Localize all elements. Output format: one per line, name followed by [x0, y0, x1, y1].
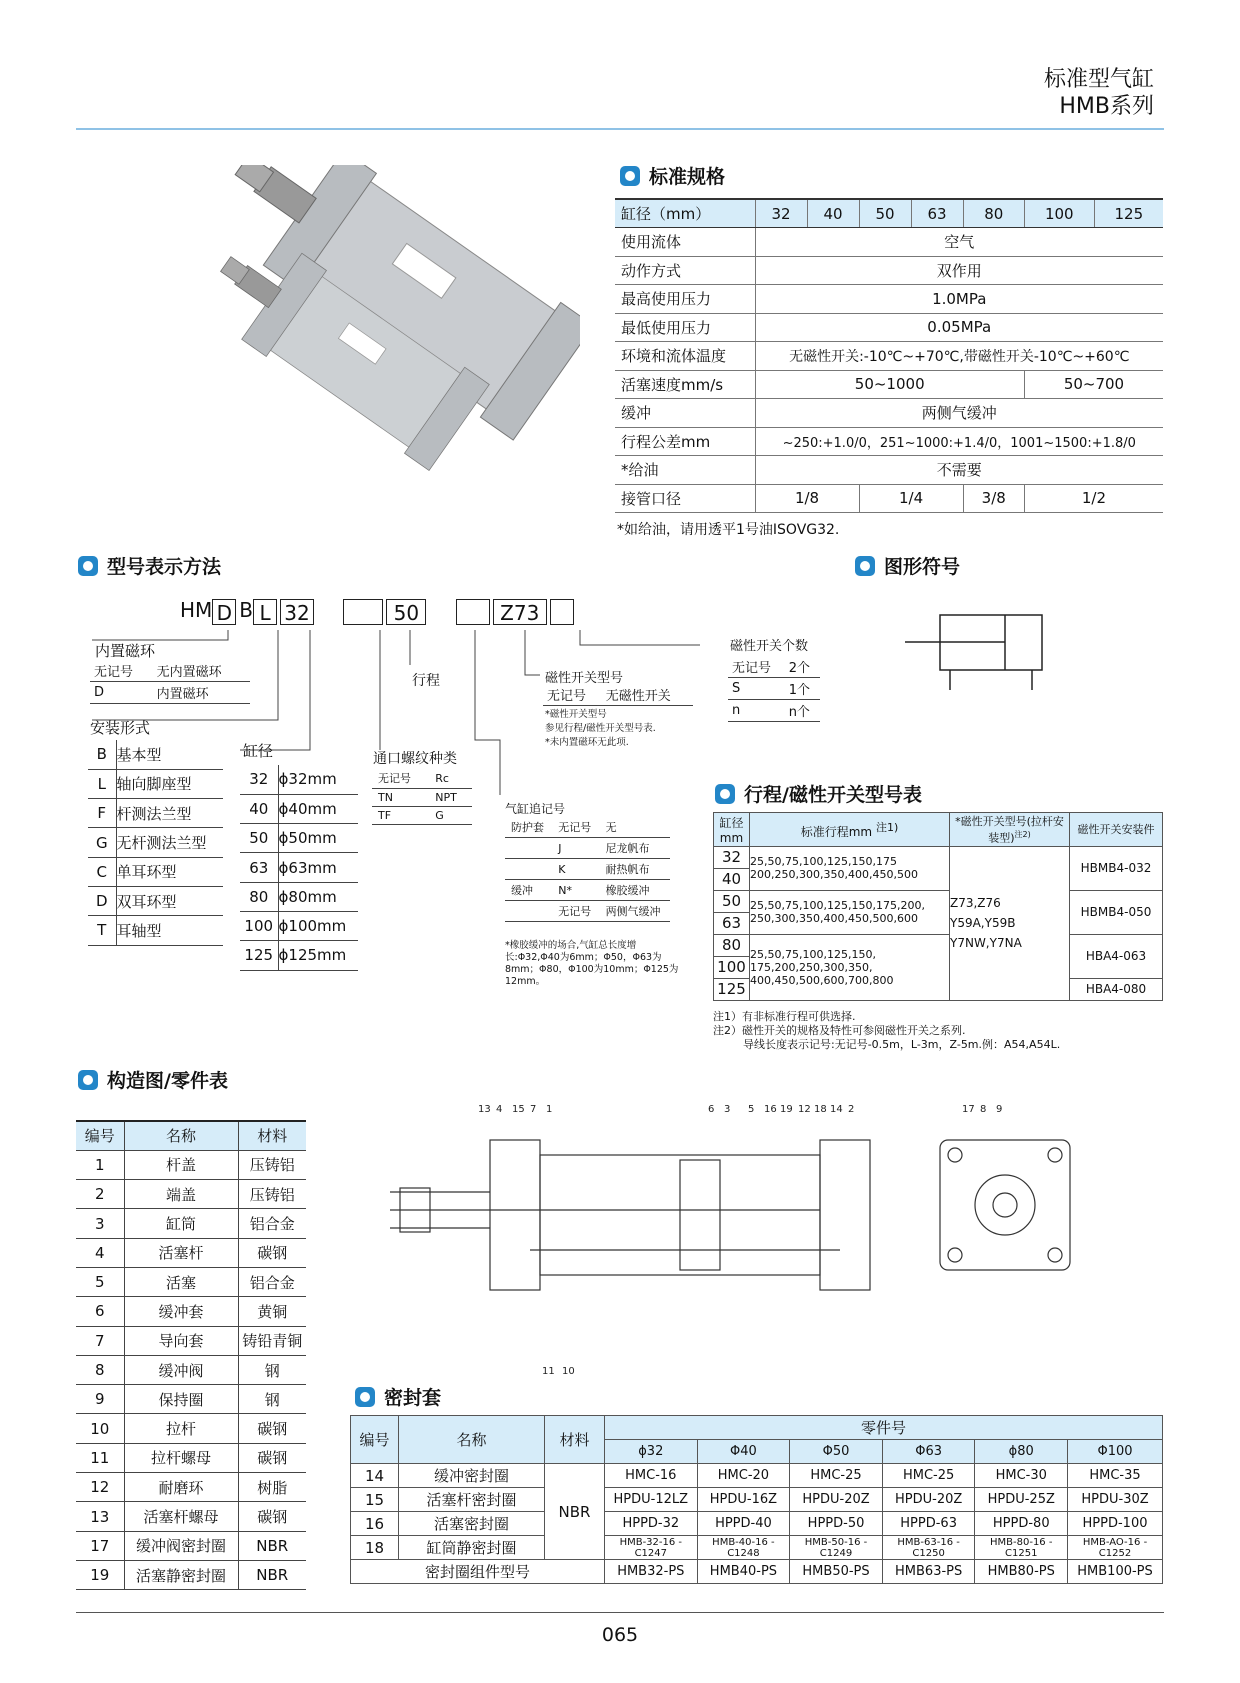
callout-c-8: 8 [980, 1104, 987, 1115]
model-code: HM D B L 32 50 Z73 [180, 598, 577, 625]
switch-notes: *磁性开关型号 参见行程/磁性开关型号表. *未内置磁环无此项. [545, 709, 656, 748]
table-row: 12 耐磨环 树脂 [76, 1473, 306, 1502]
callout-b-16: 16 [764, 1104, 777, 1115]
section-bullet-icon [355, 1387, 375, 1407]
section-bullet-icon [715, 784, 735, 804]
callout-a-13: 13 [478, 1104, 491, 1115]
header-title-line2: HMB系列 [1059, 94, 1154, 119]
table-row: 9 保持圈 钢 [76, 1385, 306, 1414]
switch-title: 磁性开关型号 [545, 671, 624, 686]
spec-section-title: 标准规格 [620, 162, 725, 189]
callout-d-11: 11 [542, 1366, 555, 1377]
parts-section-title: 构造图/零件表 [78, 1066, 228, 1093]
callout-c-9: 9 [996, 1104, 1003, 1115]
symbol-section-title: 图形符号 [855, 552, 960, 579]
table-row: 3 缸筒 铝合金 [76, 1209, 306, 1238]
table-row: 7 导向套 铸铅青铜 [76, 1326, 306, 1355]
callout-b-5: 5 [748, 1104, 755, 1115]
mag-table: 无记号 无内置磁环 D 内置磁环 [90, 660, 250, 704]
seal-table: 编号 名称 材料 零件号 ϕ32 Φ40 Φ50 Φ63 ϕ80 Φ100 14 缓冲密封圈 NBR HMC-16 HMC-20 HMC-25 HMC-25 HMC-30 HMC-35 15 活塞杆密封圈 HPDU-12LZ HPDU-16Z HPDU-20Z HPDU-20Z HPDU-25Z HPDU-30Z 16 活塞密封圈 HPPD-32 HPPD-40 HPPD-50 HPPD-63 HPPD-80 HPPD-100 18 缸筒静密封圈 HMB-32-16 -C1247 HMB-40-16 -C1248 HMB-50-16 -C1249 HMB-63-16 -C1250 HMB-80-16 -C1251 HMB-AO-16 -C1252 密封圈组件型号 HMB32-PS HMB40-PS HMB50-PS HMB63-PS HMB80-PS HMB100-PS [350, 1415, 1163, 1584]
switch-table: 无记号 无磁性开关 [543, 684, 693, 706]
callout-b-14: 14 [830, 1104, 843, 1115]
cross-section-drawing [370, 1100, 1170, 1380]
callout-a-4: 4 [496, 1104, 503, 1115]
section-bullet-icon [78, 1070, 98, 1090]
table-row: 1 杆盖 压铸铝 [76, 1150, 306, 1179]
thread-title: 通口螺纹种类 [373, 751, 457, 767]
cylinder-symbol [900, 610, 1050, 710]
cylinder-photo [140, 165, 580, 525]
table-row: 8 缓冲阀 钢 [76, 1355, 306, 1384]
mount-table: B 基本型 L 轴向脚座型 F 杆测法兰型 G 无杆测法兰型 C 单耳环型 D 双耳环型 T 耳轴型 [88, 740, 223, 946]
callout-b-3: 3 [724, 1104, 731, 1115]
addon-note: *橡胶缓冲的场合,气缸总长度增长:Φ32,Φ40为6mm；Φ50，Φ63为8mm；Φ80，Φ100为10mm；Φ125为12mm。 [505, 940, 679, 987]
footer-divider [76, 1612, 1164, 1613]
seal-section-title: 密封套 [355, 1383, 441, 1410]
table-row: 2 端盖 压铸铝 [76, 1180, 306, 1209]
table-row: 15 活塞杆密封圈 HPDU-12LZ HPDU-16Z HPDU-20Z HPDU-20Z HPDU-25Z HPDU-30Z [351, 1488, 1163, 1512]
callout-c-17: 17 [962, 1104, 975, 1115]
count-table: 无记号 2个 S 1个 n n个 [728, 656, 820, 722]
callout-a-15: 15 [512, 1104, 525, 1115]
table-row: 10 拉杆 碳钢 [76, 1414, 306, 1443]
table-row: 6 缓冲套 黄铜 [76, 1297, 306, 1326]
section-bullet-icon [78, 556, 98, 576]
page-number: 065 [601, 1624, 639, 1646]
count-title: 磁性开关个数 [730, 639, 809, 654]
table-row: 4 活塞杆 碳钢 [76, 1238, 306, 1267]
section-bullet-icon [620, 166, 640, 186]
section-bullet-icon [855, 556, 875, 576]
table-row: 17 缓冲阀密封圈 NBR [76, 1531, 306, 1560]
table-row: 16 活塞密封圈 HPPD-32 HPPD-40 HPPD-50 HPPD-63 HPPD-80 HPPD-100 [351, 1512, 1163, 1536]
table-row: 18 缸筒静密封圈 HMB-32-16 -C1247 HMB-40-16 -C1248 HMB-50-16 -C1249 HMB-63-16 -C1250 HMB-80-16 -C1251 HMB-AO-16 -C1252 [351, 1536, 1163, 1560]
thread-table: 无记号 Rc TN NPT TF G [372, 768, 472, 825]
table-row: 13 活塞杆螺母 碳钢 [76, 1502, 306, 1531]
mount-title: 安装形式 [90, 719, 151, 737]
callout-b-12: 12 [798, 1104, 811, 1115]
spec-table: 缸径（mm） 32 40 50 63 80 100 125 使用流体 空气 动作方式 双作用 最高使用压力 1.0MPa 最低使用压力 0.05MPa 环境和流体温度 无磁性开关:-10℃~+70℃,带磁性开关-10℃~+60℃ 活塞速度mm/s 50~1000 50~700 缓冲 两侧气缓冲 行程公差mm ~250:+1.0/0，251~1000:+1.4/0，1001~1500:+1.8/0 *给油 不需要 接管口径 1/8 1/4 3/8 1/2 [615, 198, 1163, 513]
table-row: 密封圈组件型号 HMB32-PS HMB40-PS HMB50-PS HMB63-PS HMB80-PS HMB100-PS [351, 1560, 1163, 1584]
header-title [1044, 66, 1154, 120]
callout-b-6: 6 [708, 1104, 715, 1115]
spec-note: *如给油，请用透平1号油ISOVG32. [617, 522, 840, 538]
stroke-label: 行程 [412, 673, 440, 689]
table-row: 5 活塞 铝合金 [76, 1267, 306, 1296]
callout-b-19: 19 [780, 1104, 793, 1115]
stroke-notes: 注1）有非标准行程可供选择. 注2）磁性开关的规格及特性可参阅磁性开关之系列. 导线长度表示记号:无记号-0.5m，L-3m，Z-5m.例：A54,A54L. [713, 1010, 1061, 1051]
stroke-section-title: 行程/磁性开关型号表 [715, 780, 922, 807]
header-divider [76, 128, 1164, 130]
callout-a-7: 7 [530, 1104, 537, 1115]
stroke-table: 缸径mm 标准行程mm $^{注1)}$ *磁性开关型号(拉杆安装型)$^{注2)}$ 磁性开关安装件 32 25,50,75,100,125,150,175 200,250,300,350,400,450,500 Z73,Z76 Y59A,Y59B Y7NW,Y7NA HBMB4-032 40 50 25,50,75,100,125,150,175,200, 250,300,350,400,450,500,600 HBMB4-050 63 80 25,50,75,100,125,150, 175,200,250,300,350, 400,450,500,600,700,800 HBA4-063 100 125 HBA4-080 [713, 812, 1163, 1001]
addon-title: 气缸追记号 [505, 802, 566, 816]
table-row: 14 缓冲密封圈 NBR HMC-16 HMC-20 HMC-25 HMC-25 HMC-30 HMC-35 [351, 1464, 1163, 1488]
callout-b-18: 18 [814, 1104, 827, 1115]
addon-table: 防护套 无记号 无 J 尼龙帆布 K 耐热帆布 缓冲 N* 橡胶缓冲 无记号 两侧气缓冲 [505, 817, 670, 922]
mag-title: 内置磁环 [95, 642, 156, 660]
header-title-line1: 标准型气缸 [1043, 67, 1154, 92]
table-row: 11 拉杆螺母 碳钢 [76, 1443, 306, 1472]
callout-b-2: 2 [848, 1104, 855, 1115]
callout-a-1: 1 [546, 1104, 553, 1115]
parts-table: 编号 名称 材料 1 杆盖 压铸铝 2 端盖 压铸铝 3 缸筒 铝合金 4 活塞杆 碳钢 5 活塞 铝合金 6 缓冲套 黄铜 7 导向套 铸铅青铜 8 缓冲阀 钢 9 保持圈 钢 10 拉杆 碳钢 11 拉杆螺母 碳钢 12 耐磨环 树脂 13 活塞杆螺母 碳钢 17 缓冲阀密封圈 NBR 19 活塞静密封圈 NBR [76, 1120, 306, 1590]
bore-title: 缸径 [243, 742, 274, 760]
table-row: 19 活塞静密封圈 NBR [76, 1560, 306, 1589]
bore-table: 32 ϕ32mm 40 ϕ40mm 50 ϕ50mm 63 ϕ63mm 80 ϕ80mm 100 ϕ100mm 125 ϕ125mm [240, 765, 358, 971]
callout-d-10: 10 [562, 1366, 575, 1377]
model-section-title: 型号表示方法 [78, 552, 221, 579]
